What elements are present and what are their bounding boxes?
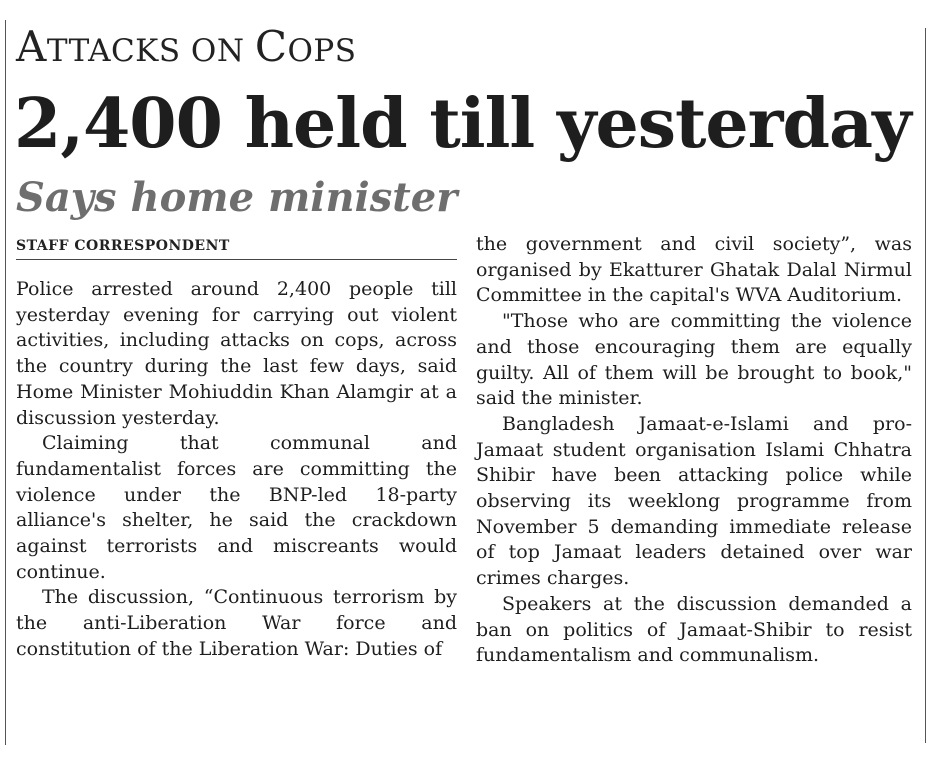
body-paragraph: "Those who are committing the violence and those encouraging them are equally guilty. All of them will be brought to book," said the minister. [476, 310, 912, 410]
article-body-right-column [476, 232, 912, 669]
body-paragraph: Speakers at the discussion demanded a ban on politics of Jamaat-Shibir to resist fundamentalism and communalism. [476, 592, 912, 667]
body-paragraph-continued: the government and civil society”, was organised by Ekatturer Ghatak Dalal Nirmul Committee in the capital's WVA Auditorium. [476, 233, 912, 307]
kicker-initial-a: A [16, 22, 47, 71]
kicker-small-caps-2: OPS [287, 33, 357, 69]
article-kicker [16, 24, 356, 74]
column-divider-rule [925, 28, 926, 743]
byline: STAFF CORRESPONDENT [16, 238, 230, 254]
article-body-left-column [16, 277, 457, 663]
kicker-initial-c: C [254, 22, 288, 71]
body-paragraph: The discussion, “Continuous terrorism by the anti-Liberation War force and constitution of the Liberation War: Duties of [16, 586, 457, 660]
article-headline: 2,400 held till yesterday [14, 84, 911, 164]
byline-rule [16, 259, 457, 260]
kicker-small-caps-1: TTACKS ON [46, 33, 255, 69]
body-paragraph: Bangladesh Jamaat-e-Islami and pro-Jamaat student organisation Islami Chhatra Shibir have been attacking police while observing its weeklong programme from November 5 demanding immediate release of top Jamaat leaders detained over war crimes charges. [476, 412, 912, 590]
body-paragraph: Police arrested around 2,400 people till yesterday evening for carrying out violent activities, including attacks on cops, across the country during the last few days, said Home Minister Mohiuddin Khan Alamgir at a discussion yesterday. [16, 278, 457, 429]
body-paragraph: Claiming that communal and fundamentalist forces are committing the violence under the BNP-led 18-party alliance's shelter, he said the crackdown against terrorists and miscreants would continue. [16, 432, 457, 583]
article-subhead: Says home minister [16, 174, 458, 221]
left-border-rule [5, 20, 6, 745]
